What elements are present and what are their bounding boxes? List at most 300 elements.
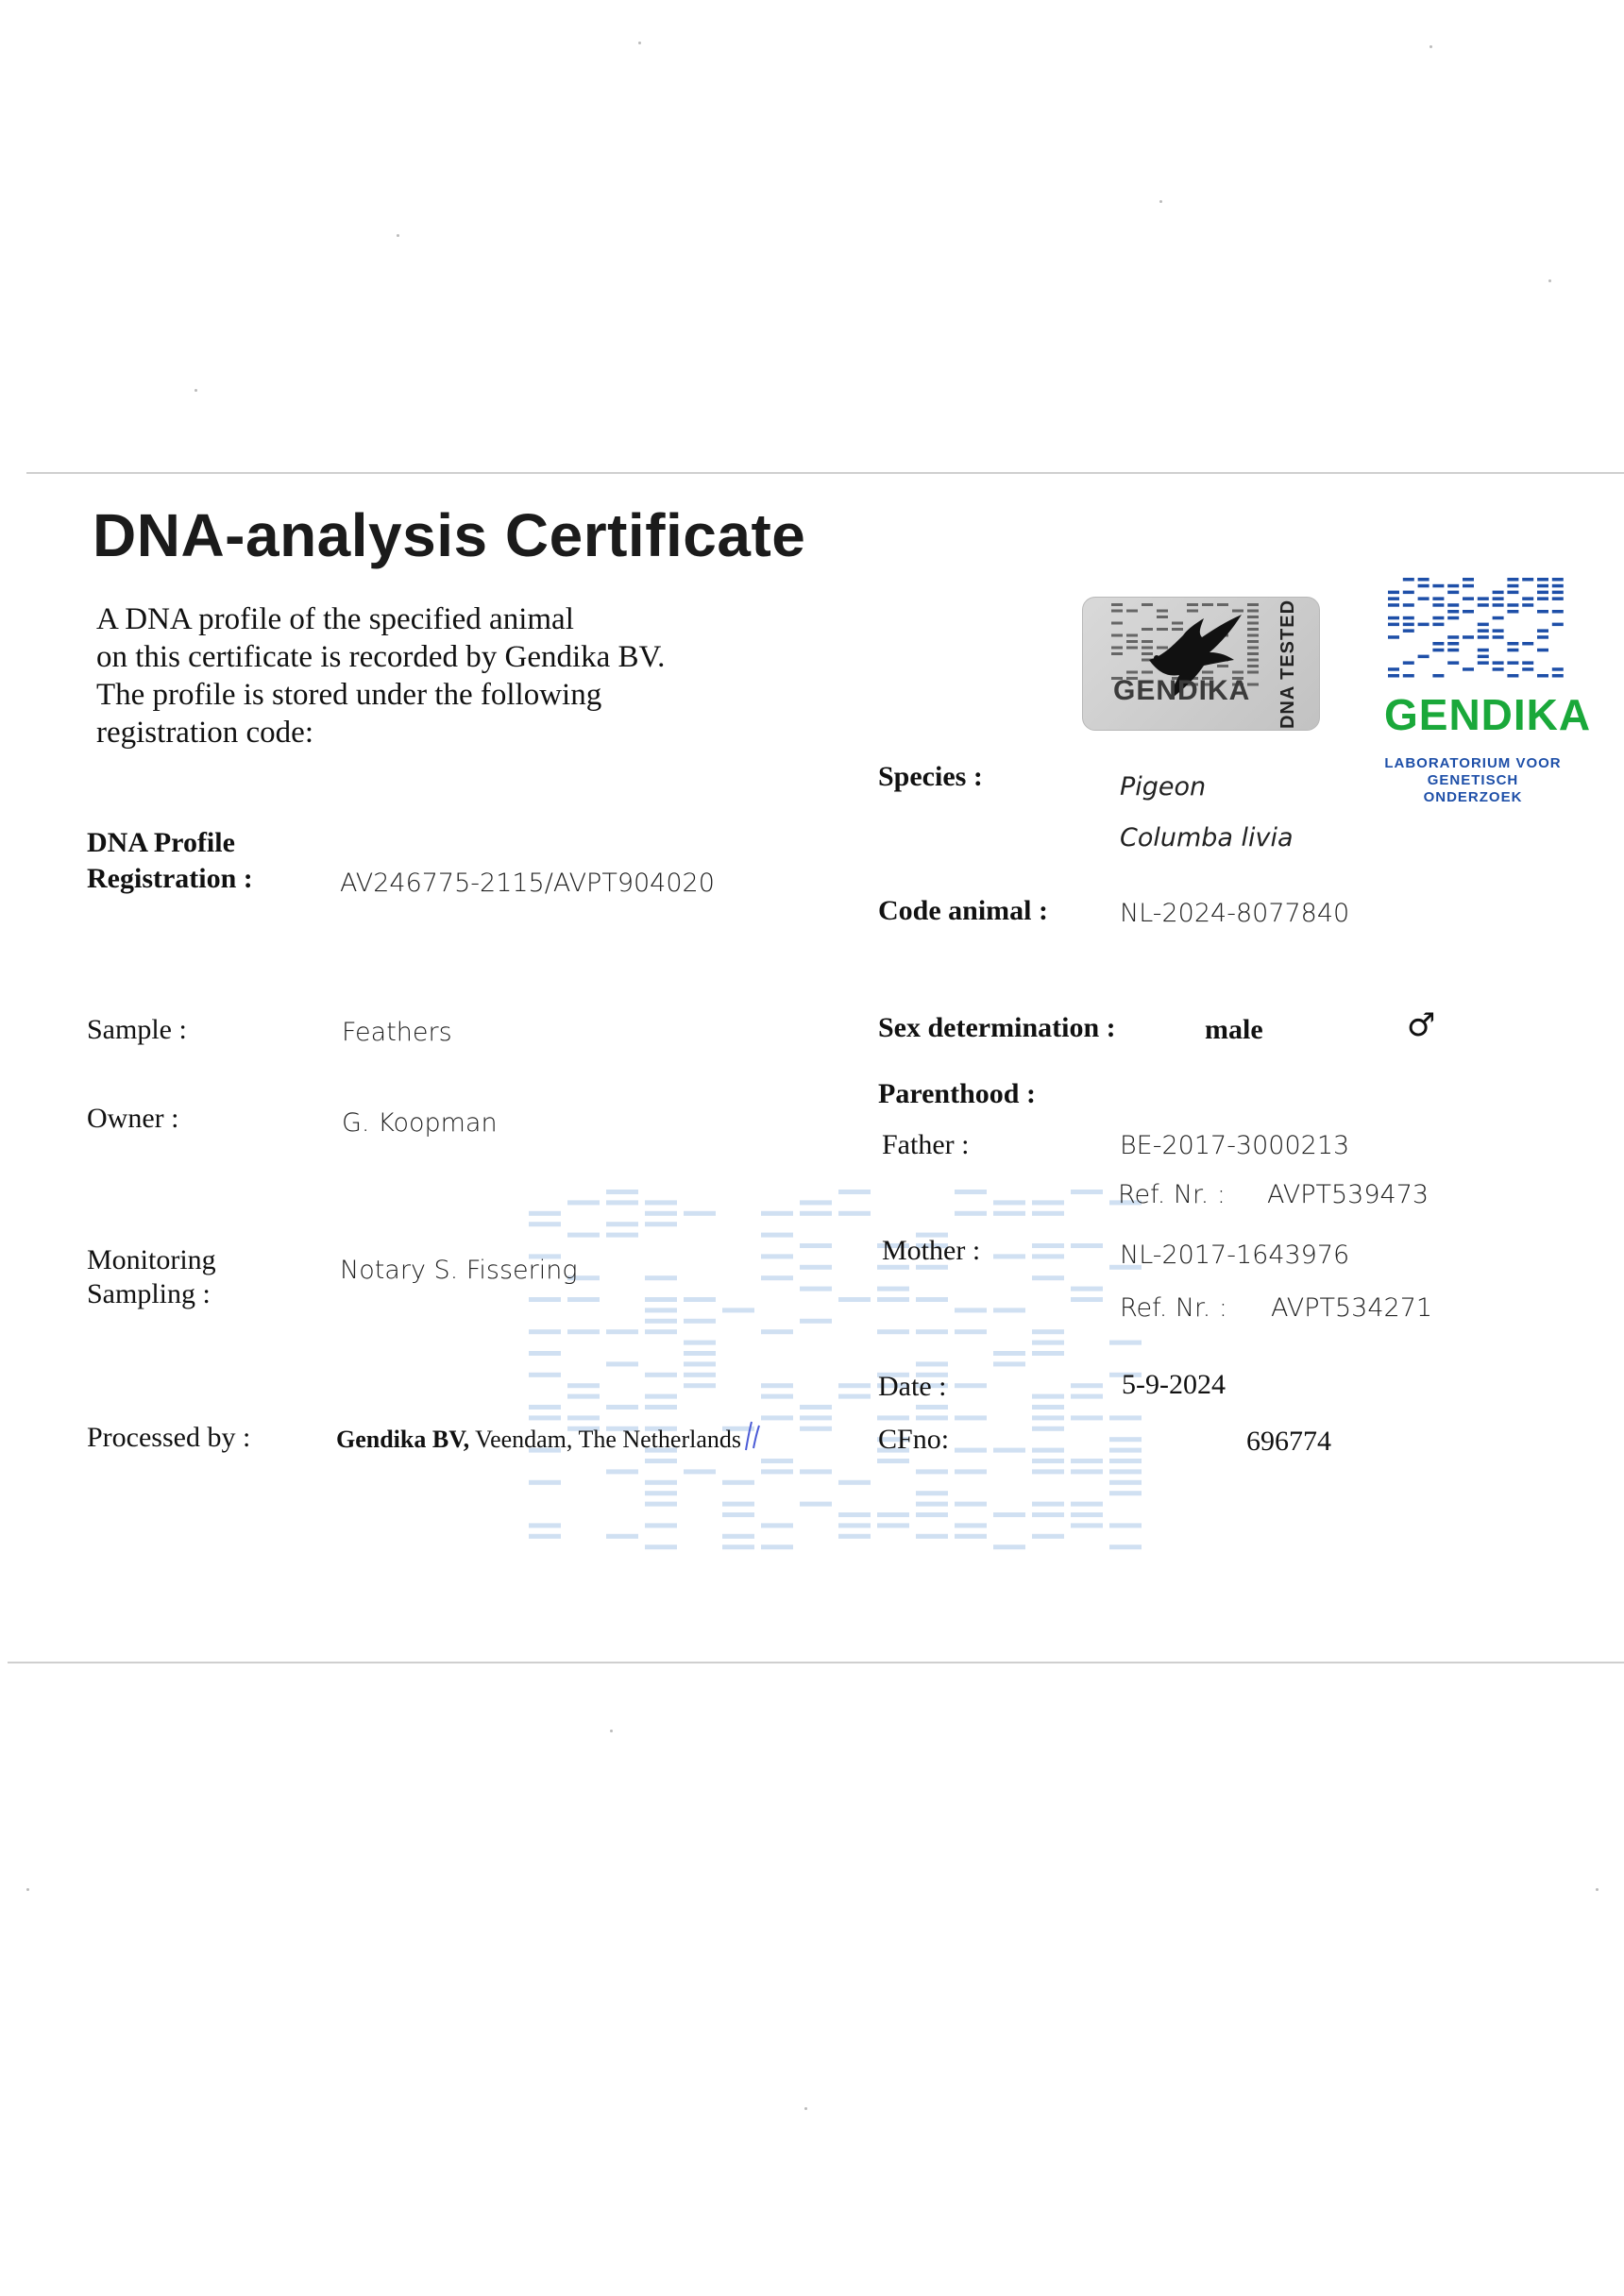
grid-dash — [993, 1351, 1025, 1356]
grid-dash — [1388, 635, 1399, 639]
mother-ref-label: Ref. Nr. : — [1120, 1293, 1227, 1323]
grid-dash — [1493, 603, 1504, 607]
grid-dash — [1032, 1341, 1064, 1345]
grid-dash — [800, 1415, 832, 1420]
grid-dash — [1403, 661, 1414, 665]
grid-dash — [916, 1361, 948, 1366]
scan-speck — [610, 1730, 613, 1732]
badge-vertical-label: DNA TESTED — [1277, 599, 1299, 729]
grid-dash — [1463, 578, 1474, 582]
grid-dash — [606, 1233, 638, 1238]
grid-dash — [529, 1523, 561, 1528]
grid-dash — [684, 1373, 716, 1377]
grid-dash — [1109, 1341, 1142, 1345]
grid-dash — [645, 1319, 677, 1324]
grid-dash — [1537, 674, 1548, 678]
grid-dash — [1418, 655, 1429, 659]
grid-dash — [877, 1459, 909, 1463]
grid-dash — [1071, 1243, 1103, 1248]
grid-dash — [955, 1502, 987, 1507]
grid-dash — [1432, 616, 1444, 620]
grid-dash — [955, 1415, 987, 1420]
grid-dash — [722, 1480, 754, 1485]
grid-dash — [1552, 584, 1564, 588]
grid-dash — [1403, 629, 1414, 633]
grid-dash — [955, 1383, 987, 1388]
grid-dash — [955, 1190, 987, 1194]
processed-company: Gendika BV, — [336, 1426, 470, 1453]
code-animal-label: Code animal : — [878, 895, 1048, 926]
grid-dash — [1522, 603, 1533, 607]
grid-dash — [606, 1200, 638, 1205]
scan-speck — [1159, 200, 1162, 203]
grid-dash — [1507, 610, 1518, 614]
grid-dash — [529, 1480, 561, 1485]
grid-dash — [1493, 597, 1504, 600]
grid-dash — [1388, 674, 1399, 678]
mother-label: Mother : — [882, 1235, 981, 1266]
grid-dash — [645, 1308, 677, 1312]
grid-dash — [838, 1523, 871, 1528]
grid-dash — [529, 1373, 561, 1377]
grid-dash — [1507, 674, 1518, 678]
grid-dash — [567, 1415, 600, 1420]
grid-dash — [1071, 1394, 1103, 1399]
logo-name: GENDIKA — [1384, 690, 1592, 739]
scan-speck — [1596, 1888, 1599, 1891]
processed-label: Processed by : — [87, 1422, 251, 1453]
grid-dash — [1071, 1523, 1103, 1528]
grid-dash — [1032, 1200, 1064, 1205]
logo-subtitle-line: LABORATORIUM VOOR — [1384, 755, 1562, 771]
grid-dash — [916, 1329, 948, 1334]
grid-dash — [1388, 616, 1399, 620]
grid-dash — [800, 1405, 832, 1410]
grid-dash — [1537, 584, 1548, 588]
grid-dash — [800, 1200, 832, 1205]
grid-dash — [645, 1329, 677, 1334]
grid-dash — [1032, 1394, 1064, 1399]
grid-dash — [1447, 635, 1459, 639]
grid-dash — [1478, 623, 1489, 627]
grid-dash — [993, 1308, 1025, 1312]
grid-dash — [955, 1523, 987, 1528]
grid-dash — [1109, 1469, 1142, 1474]
grid-dash — [1432, 674, 1444, 678]
grid-dash — [1507, 591, 1518, 595]
dna-profile-label: DNA Profile — [87, 827, 235, 858]
grid-dash — [1463, 584, 1474, 588]
grid-dash — [1447, 661, 1459, 665]
grid-dash — [1478, 661, 1489, 665]
grid-dash — [1032, 1502, 1064, 1507]
grid-dash — [800, 1319, 832, 1324]
grid-dash — [1418, 578, 1429, 582]
grid-dash — [1388, 597, 1399, 600]
grid-dash — [606, 1190, 638, 1194]
grid-dash — [1447, 591, 1459, 595]
grid-dash — [1071, 1190, 1103, 1194]
grid-dash — [606, 1329, 638, 1334]
scan-speck — [1429, 45, 1432, 48]
grid-dash — [684, 1469, 716, 1474]
scan-speck — [26, 1888, 29, 1891]
grid-dash — [606, 1405, 638, 1410]
grid-dash — [1463, 610, 1474, 614]
intro-line: The profile is stored under the following — [96, 678, 602, 712]
grid-dash — [1109, 1459, 1142, 1463]
grid-dash — [684, 1341, 716, 1345]
grid-dash — [1432, 597, 1444, 600]
grid-dash — [1109, 1437, 1142, 1442]
grid-dash — [1432, 584, 1444, 588]
grid-dash — [1552, 674, 1564, 678]
grid-dash — [567, 1200, 600, 1205]
grid-dash — [955, 1308, 987, 1312]
species-latin: Columba livia — [1120, 823, 1294, 853]
grid-dash — [645, 1211, 677, 1216]
grid-dash — [1111, 634, 1123, 637]
grid-dash — [1388, 667, 1399, 671]
grid-dash — [1032, 1254, 1064, 1258]
grid-dash — [1032, 1534, 1064, 1539]
grid-dash — [1071, 1297, 1103, 1302]
species-common: Pigeon — [1120, 772, 1207, 802]
scan-speck — [397, 234, 399, 237]
grid-dash — [1507, 603, 1518, 607]
grid-dash — [1447, 642, 1459, 646]
grid-dash — [838, 1512, 871, 1517]
dna-profile-label: Registration : — [87, 863, 253, 894]
grid-dash — [916, 1405, 948, 1410]
grid-dash — [567, 1233, 600, 1238]
processed-value — [336, 1426, 741, 1454]
grid-dash — [1507, 661, 1518, 665]
grid-dash — [1537, 610, 1548, 614]
grid-dash — [838, 1534, 871, 1539]
grid-dash — [529, 1405, 561, 1410]
grid-dash — [1493, 629, 1504, 633]
grid-dash — [1447, 610, 1459, 614]
grid-dash — [529, 1329, 561, 1334]
father-value: BE-2017-3000213 — [1120, 1131, 1350, 1160]
intro-line: registration code: — [96, 716, 314, 750]
certificate-title: DNA-analysis Certificate — [93, 501, 806, 569]
grid-dash — [800, 1243, 832, 1248]
grid-dash — [645, 1222, 677, 1226]
grid-dash — [1109, 1545, 1142, 1549]
grid-dash — [1493, 667, 1504, 671]
grid-dash — [1432, 649, 1444, 652]
grid-dash — [838, 1190, 871, 1194]
owner-value: G. Koopman — [342, 1108, 498, 1138]
date-value: 5-9-2024 — [1122, 1369, 1226, 1400]
grid-dash — [1111, 610, 1123, 613]
grid-dash — [761, 1469, 793, 1474]
grid-dash — [1552, 597, 1564, 600]
grid-dash — [761, 1415, 793, 1420]
grid-dash — [916, 1297, 948, 1302]
male-symbol-icon: ♂ — [1407, 1006, 1436, 1044]
grid-dash — [1507, 584, 1518, 588]
grid-dash — [645, 1297, 677, 1302]
parenthood-label: Parenthood : — [878, 1078, 1036, 1109]
grid-dash — [838, 1297, 871, 1302]
grid-dash — [761, 1523, 793, 1528]
grid-dash — [684, 1211, 716, 1216]
grid-dash — [1032, 1415, 1064, 1420]
grid-dash — [529, 1297, 561, 1302]
grid-dash — [722, 1534, 754, 1539]
grid-dash — [645, 1459, 677, 1463]
grid-dash — [645, 1275, 677, 1280]
grid-dash — [800, 1211, 832, 1216]
grid-dash — [1507, 578, 1518, 582]
grid-dash — [1432, 642, 1444, 646]
grid-dash — [1032, 1427, 1064, 1431]
grid-dash — [838, 1394, 871, 1399]
grid-dash — [1522, 578, 1533, 582]
logo-subtitle — [1379, 755, 1567, 806]
grid-dash — [1403, 623, 1414, 627]
grid-dash — [1388, 603, 1399, 607]
gendika-logo-icon — [1388, 578, 1567, 682]
grid-dash — [1071, 1287, 1103, 1292]
grid-dash — [1478, 635, 1489, 639]
grid-dash — [1032, 1329, 1064, 1334]
grid-dash — [1111, 622, 1123, 625]
grid-dash — [1552, 578, 1564, 582]
dna-profile-value: AV246775-2115/AVPT904020 — [340, 869, 715, 898]
monitoring-label: Monitoring — [87, 1244, 216, 1275]
grid-dash — [1432, 603, 1444, 607]
grid-dash — [1447, 616, 1459, 620]
grid-dash — [838, 1383, 871, 1388]
pen-mark-icon — [742, 1416, 765, 1454]
grid-dash — [529, 1211, 561, 1216]
grid-dash — [1403, 674, 1414, 678]
grid-dash — [645, 1405, 677, 1410]
grid-dash — [606, 1222, 638, 1226]
grid-dash — [955, 1534, 987, 1539]
grid-dash — [722, 1308, 754, 1312]
grid-dash — [645, 1480, 677, 1485]
grid-dash — [761, 1394, 793, 1399]
grid-dash — [684, 1351, 716, 1356]
scan-speck — [804, 2107, 807, 2110]
grid-dash — [1111, 603, 1123, 606]
grid-dash — [916, 1502, 948, 1507]
grid-dash — [645, 1523, 677, 1528]
monitoring-label: Sampling : — [87, 1278, 211, 1309]
grid-dash — [1522, 642, 1533, 646]
code-animal-value: NL-2024-8077840 — [1120, 899, 1350, 928]
grid-dash — [838, 1211, 871, 1216]
grid-dash — [684, 1361, 716, 1366]
grid-dash — [606, 1361, 638, 1366]
grid-dash — [1478, 603, 1489, 607]
grid-dash — [955, 1448, 987, 1453]
grid-dash — [1478, 649, 1489, 652]
grid-dash — [529, 1415, 561, 1420]
sample-value: Feathers — [342, 1018, 452, 1047]
grid-dash — [1507, 642, 1518, 646]
grid-dash — [955, 1211, 987, 1216]
grid-dash — [1537, 629, 1548, 633]
grid-dash — [955, 1329, 987, 1334]
grid-dash — [1111, 652, 1123, 655]
grid-dash — [606, 1534, 638, 1539]
grid-dash — [993, 1545, 1025, 1549]
grid-dash — [1463, 667, 1474, 671]
grid-dash — [838, 1480, 871, 1485]
card-bottom-border — [8, 1662, 1624, 1663]
grid-dash — [1552, 591, 1564, 595]
sample-label: Sample : — [87, 1014, 187, 1045]
grid-dash — [1493, 616, 1504, 620]
grid-dash — [800, 1502, 832, 1507]
grid-dash — [1071, 1383, 1103, 1388]
grid-dash — [722, 1512, 754, 1517]
grid-dash — [761, 1329, 793, 1334]
grid-dash — [1032, 1459, 1064, 1463]
grid-dash — [1552, 610, 1564, 614]
father-ref-label: Ref. Nr. : — [1118, 1180, 1226, 1209]
grid-dash — [1109, 1448, 1142, 1453]
grid-dash — [645, 1545, 677, 1549]
grid-dash — [800, 1265, 832, 1270]
grid-dash — [1032, 1211, 1064, 1216]
grid-dash — [1478, 597, 1489, 600]
grid-dash — [645, 1394, 677, 1399]
grid-dash — [606, 1469, 638, 1474]
grid-dash — [645, 1200, 677, 1205]
grid-dash — [761, 1233, 793, 1238]
grid-dash — [1522, 597, 1533, 600]
grid-dash — [877, 1297, 909, 1302]
grid-dash — [877, 1523, 909, 1528]
grid-dash — [1493, 591, 1504, 595]
grid-dash — [1478, 629, 1489, 633]
grid-dash — [1032, 1448, 1064, 1453]
grid-dash — [916, 1491, 948, 1495]
grid-dash — [529, 1534, 561, 1539]
grid-dash — [1418, 623, 1429, 627]
grid-dash — [722, 1545, 754, 1549]
monitoring-value: Notary S. Fissering — [340, 1256, 578, 1285]
grid-dash — [1537, 591, 1548, 595]
scan-speck — [195, 389, 197, 392]
grid-dash — [1447, 603, 1459, 607]
grid-dash — [761, 1211, 793, 1216]
certificate-intro — [96, 600, 738, 751]
grid-dash — [1032, 1469, 1064, 1474]
grid-dash — [1447, 649, 1459, 652]
grid-dash — [1403, 591, 1414, 595]
logo-subtitle-line: GENETISCH ONDERZOEK — [1423, 772, 1523, 805]
grid-dash — [1552, 667, 1564, 671]
grid-dash — [1071, 1469, 1103, 1474]
scan-speck — [638, 42, 641, 44]
mother-value: NL-2017-1643976 — [1120, 1241, 1350, 1270]
grid-dash — [1418, 584, 1429, 588]
grid-dash — [800, 1469, 832, 1474]
grid-dash — [1032, 1351, 1064, 1356]
grid-dash — [1032, 1512, 1064, 1517]
intro-line: on this certificate is recorded by Gendika BV. — [96, 640, 666, 674]
cfno-value: 696774 — [1246, 1426, 1331, 1457]
grid-dash — [645, 1491, 677, 1495]
grid-dash — [1522, 667, 1533, 671]
grid-dash — [1403, 603, 1414, 607]
grid-dash — [684, 1297, 716, 1302]
grid-dash — [800, 1287, 832, 1292]
grid-dash — [761, 1545, 793, 1549]
grid-dash — [1418, 597, 1429, 600]
grid-dash — [1032, 1405, 1064, 1410]
grid-dash — [722, 1502, 754, 1507]
sex-determination-label: Sex determination : — [878, 1012, 1116, 1043]
grid-dash — [877, 1512, 909, 1517]
grid-dash — [645, 1373, 677, 1377]
processed-place: Veendam, The Netherlands — [475, 1426, 741, 1453]
grid-dash — [916, 1534, 948, 1539]
grid-dash — [1537, 597, 1548, 600]
cfno-label: CFno: — [878, 1424, 950, 1455]
grid-dash — [761, 1275, 793, 1280]
grid-dash — [684, 1319, 716, 1324]
watermark-pattern — [529, 1190, 1152, 1558]
grid-dash — [567, 1394, 600, 1399]
grid-dash — [993, 1361, 1025, 1366]
grid-dash — [1109, 1491, 1142, 1495]
mother-ref-value: AVPT534271 — [1271, 1293, 1433, 1323]
grid-dash — [993, 1211, 1025, 1216]
grid-dash — [1403, 578, 1414, 582]
grid-dash — [1537, 635, 1548, 639]
grid-dash — [993, 1200, 1025, 1205]
grid-dash — [761, 1383, 793, 1388]
grid-dash — [1109, 1415, 1142, 1420]
grid-dash — [1493, 635, 1504, 639]
grid-dash — [1478, 655, 1489, 659]
dna-tested-badge — [1082, 597, 1320, 731]
grid-dash — [877, 1287, 909, 1292]
grid-dash — [955, 1469, 987, 1474]
grid-dash — [567, 1383, 600, 1388]
grid-dash — [916, 1512, 948, 1517]
grid-dash — [916, 1469, 948, 1474]
grid-dash — [1507, 649, 1518, 652]
grid-dash — [1109, 1480, 1142, 1485]
grid-dash — [1109, 1523, 1142, 1528]
grid-dash — [916, 1415, 948, 1420]
owner-label: Owner : — [87, 1103, 179, 1134]
grid-dash — [1493, 661, 1504, 665]
grid-dash — [761, 1254, 793, 1258]
grid-dash — [800, 1427, 832, 1431]
grid-dash — [1111, 647, 1123, 650]
grid-dash — [1071, 1512, 1103, 1517]
grid-dash — [1537, 578, 1548, 582]
grid-dash — [1032, 1243, 1064, 1248]
grid-dash — [1447, 584, 1459, 588]
grid-dash — [993, 1448, 1025, 1453]
grid-dash — [529, 1222, 561, 1226]
grid-dash — [567, 1329, 600, 1334]
grid-dash — [1537, 649, 1548, 652]
grid-dash — [1432, 623, 1444, 627]
